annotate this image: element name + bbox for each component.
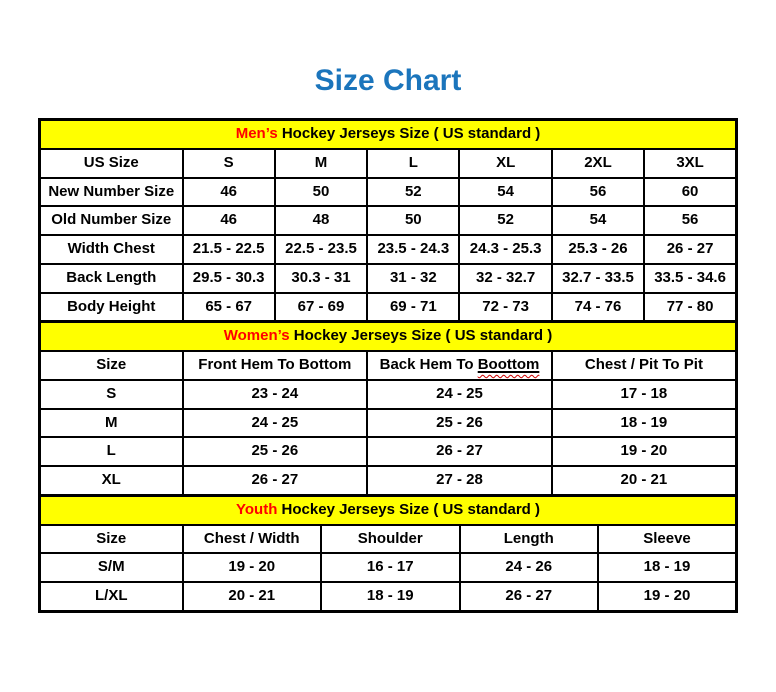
value-cell: 19 - 20 (552, 437, 737, 466)
value-cell: 25 - 26 (183, 437, 368, 466)
womens-row (40, 437, 737, 466)
value-cell: 67 - 69 (275, 293, 367, 322)
mens-header-cell: XL (459, 149, 551, 178)
womens-header-cell: Back Hem To Boottom (367, 351, 552, 380)
misspelled-word: Boottom (477, 356, 540, 373)
value-cell: 54 (552, 206, 644, 235)
size-chart (38, 118, 738, 613)
value-cell: 74 - 76 (552, 293, 644, 322)
value-cell: 26 - 27 (367, 437, 552, 466)
value-cell: 20 - 21 (183, 582, 322, 611)
row-label: M (40, 409, 183, 438)
value-cell: 65 - 67 (183, 293, 275, 322)
mens-row (40, 206, 737, 235)
mens-header-cell: 3XL (644, 149, 736, 178)
value-cell: 22.5 - 23.5 (275, 235, 367, 264)
value-cell: 18 - 19 (321, 582, 460, 611)
youth-header-cell: Size (40, 525, 183, 554)
mens-header-cell: 2XL (552, 149, 644, 178)
value-cell: 24 - 25 (183, 409, 368, 438)
value-cell: 32.7 - 33.5 (552, 264, 644, 293)
value-cell: 19 - 20 (183, 553, 322, 582)
youth-row (40, 553, 737, 582)
youth-header-cell: Length (460, 525, 599, 554)
row-label: Back Length (40, 264, 183, 293)
value-cell: 52 (367, 178, 459, 207)
value-cell: 23 - 24 (183, 380, 368, 409)
mens-row (40, 235, 737, 264)
page-title: Size Chart (314, 64, 462, 97)
value-cell: 17 - 18 (552, 380, 737, 409)
value-cell: 25 - 26 (367, 409, 552, 438)
mens-band-highlight: Men’s (235, 125, 278, 142)
youth-header-cell: Chest / Width (183, 525, 322, 554)
row-label: L/XL (40, 582, 183, 611)
youth-band-text: Hockey Jerseys Size ( US standard ) (277, 500, 540, 518)
mens-band-row (40, 120, 737, 149)
value-cell: 24 - 25 (367, 380, 552, 409)
value-cell: 31 - 32 (367, 264, 459, 293)
youth-row (40, 582, 737, 611)
value-cell: 26 - 27 (183, 466, 368, 495)
value-cell: 20 - 21 (552, 466, 737, 495)
womens-header-row (40, 351, 737, 380)
mens-band-text: Hockey Jerseys Size ( US standard ) (277, 125, 541, 142)
womens-row (40, 409, 737, 438)
value-cell: 46 (183, 206, 275, 235)
womens-row (40, 380, 737, 409)
mens-row (40, 178, 737, 207)
value-cell: 60 (644, 178, 736, 207)
youth-header-cell: Sleeve (598, 525, 737, 554)
youth-band-highlight: Youth (236, 500, 278, 518)
value-cell: 69 - 71 (367, 293, 459, 322)
mens-header-cell: L (367, 149, 459, 178)
value-cell: 33.5 - 34.6 (644, 264, 736, 293)
value-cell: 23.5 - 24.3 (367, 235, 459, 264)
mens-band (40, 120, 737, 149)
womens-header-cell: Chest / Pit To Pit (552, 351, 737, 380)
row-label: Body Height (40, 293, 183, 322)
womens-band-row (40, 322, 737, 351)
value-cell: 46 (183, 178, 275, 207)
value-cell: 27 - 28 (367, 466, 552, 495)
row-label: S (40, 380, 183, 409)
value-cell: 30.3 - 31 (275, 264, 367, 293)
value-cell: 72 - 73 (459, 293, 551, 322)
value-cell: 29.5 - 30.3 (183, 264, 275, 293)
youth-header-cell: Shoulder (321, 525, 460, 554)
value-cell: 50 (275, 178, 367, 207)
womens-table (38, 320, 738, 497)
womens-band-text: Hockey Jerseys Size ( US standard ) (289, 327, 553, 345)
value-cell: 24 - 26 (460, 553, 599, 582)
womens-band (40, 322, 737, 351)
value-cell: 24.3 - 25.3 (459, 235, 551, 264)
row-label: Old Number Size (40, 206, 183, 235)
value-cell: 54 (459, 178, 551, 207)
mens-row (40, 264, 737, 293)
value-cell: 18 - 19 (598, 553, 737, 582)
row-label: S/M (40, 553, 183, 582)
youth-band-row (40, 495, 737, 524)
mens-row (40, 293, 737, 322)
value-cell: 77 - 80 (644, 293, 736, 322)
row-label: New Number Size (40, 178, 183, 207)
value-cell: 48 (275, 206, 367, 235)
misspelled-word-underline (478, 356, 540, 373)
value-cell: 56 (644, 206, 736, 235)
row-label: L (40, 437, 183, 466)
mens-header-cell: US Size (40, 149, 183, 178)
value-cell: 26 - 27 (460, 582, 599, 611)
youth-header-row (40, 525, 737, 554)
value-cell: 16 - 17 (321, 553, 460, 582)
mens-table (38, 118, 738, 323)
mens-header-row (40, 149, 737, 178)
womens-band-highlight: Women’s (223, 327, 290, 345)
row-label: Width Chest (40, 235, 183, 264)
mens-header-cell: M (275, 149, 367, 178)
value-cell: 21.5 - 22.5 (183, 235, 275, 264)
value-cell: 18 - 19 (552, 409, 737, 438)
womens-header-cell: Front Hem To Bottom (183, 351, 368, 380)
value-cell: 52 (459, 206, 551, 235)
mens-header-cell: S (183, 149, 275, 178)
value-cell: 26 - 27 (644, 235, 736, 264)
value-cell: 56 (552, 178, 644, 207)
row-label: XL (40, 466, 183, 495)
womens-header-cell: Size (40, 351, 183, 380)
value-cell: 32 - 32.7 (459, 264, 551, 293)
value-cell: 19 - 20 (598, 582, 737, 611)
womens-row (40, 466, 737, 495)
youth-band (40, 495, 737, 524)
youth-table (38, 494, 738, 613)
value-cell: 25.3 - 26 (552, 235, 644, 264)
value-cell: 50 (367, 206, 459, 235)
